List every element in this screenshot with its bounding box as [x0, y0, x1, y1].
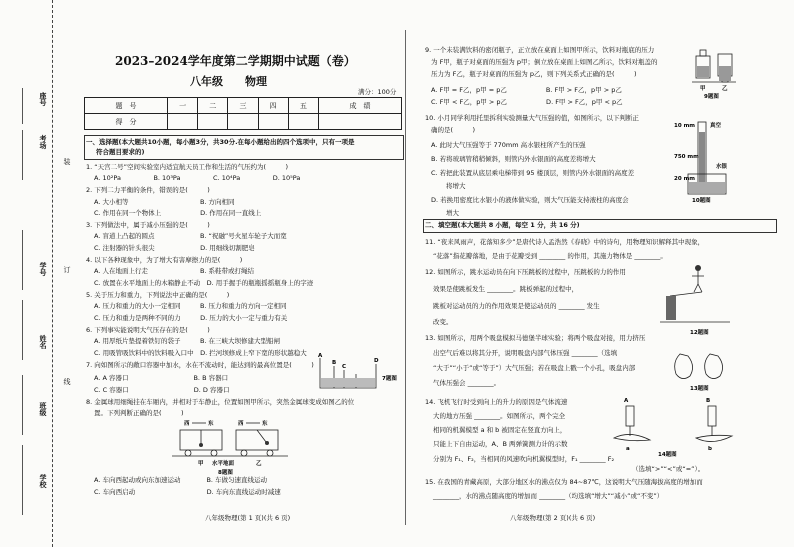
q6-options-ab: A. 用厚纸片垫提着铁钉的袋子 B. 在三峡大坝修建大型船闸: [94, 337, 281, 345]
q6-stem: 6. 下列事实能说明大气压存在的是( ): [86, 326, 210, 334]
q3-options-ab: A. 盲道上凸起的圆点 B. “祝融”号火星车轮子大而宽: [94, 232, 287, 240]
fig8-west-a: 西: [184, 421, 190, 427]
score-header-cell: 四: [258, 98, 288, 114]
fig9-liquid-a: [697, 66, 709, 77]
fig8-caption: 8题图: [218, 470, 233, 476]
fig8-label-jia: 甲: [198, 461, 204, 467]
q15-line1: 15. 在我国的青藏高原，大部分地区水的沸点仅为 84~87℃，这说明大气压随海拔高度的增加而: [425, 478, 703, 486]
q4-options-cd: C. 放置在水平地面上的木箱静止不动 D. 用手握手的瓶瓶摇摇瓶身上的字迹: [94, 279, 314, 287]
q10-option-b: B. 若将玻璃管稍稍倾斜，则管内外水银面的高度差将增大: [431, 155, 596, 163]
q9-stem-line3: 压力为 F乙，瓶子对桌面的压强为 p乙，则下列关系式正确的是( ): [431, 70, 637, 78]
fig10-label-mercury: 水银: [716, 164, 728, 170]
fig14-label-b: b: [708, 446, 712, 452]
q12-line2: 效果是使跳板发生 ________。跳板弹起的过程中，: [433, 285, 579, 293]
score-cell[interactable]: [288, 114, 318, 130]
score-header-cell: 一: [168, 98, 198, 114]
fig10-torricelli: [674, 118, 740, 204]
fig8-ball-a: [199, 443, 203, 447]
fig9-label-jia: 甲: [700, 86, 706, 92]
q10-option-d-line2: 增大: [446, 209, 459, 217]
cut-mark-ding: 订: [63, 266, 71, 273]
fig7-connected-vessels: [312, 350, 398, 398]
section2-heading: 二、填空题(本大题共 8 小题，每空 1 分，共 16 分): [425, 221, 580, 229]
binding-strip: [0, 0, 70, 547]
fig7-caption: 7题图: [382, 376, 397, 382]
q8-options-ab: A. 车向西起动或向东加速运动 B. 车做匀速直线运动: [94, 476, 268, 484]
q9-options-ab: A. F甲 = F乙，p甲 = p乙 B. F甲 > F乙，p甲 > p乙: [431, 86, 622, 94]
q2-options-cd: C. 作用在同一个物体上 D. 作用在同一直线上: [94, 209, 262, 217]
seat-number-label: 座号: [39, 92, 47, 106]
q7-options-ab: A. A 容器口 B. B 容器口: [94, 374, 229, 382]
cut-mark-xian: 线: [63, 378, 71, 385]
q13-line2: 出空气后难以将其分开，说明吸盘内部气体压强 ________（选填: [433, 349, 618, 357]
fig8-east-a: 东: [208, 421, 214, 427]
fig14-wing-models: [596, 394, 746, 458]
score-row-label: 得 分: [85, 114, 168, 130]
fig7-label-b: B: [332, 360, 337, 366]
q15-line2: ________，水的沸点随高度的增加而 ________（均选填“增大”“减小”或“不变”）: [433, 492, 664, 500]
name-line: [22, 300, 23, 360]
exam-room-line: [22, 130, 23, 180]
fig12-diver-head: [695, 265, 701, 271]
fig12-caption: 12题图: [690, 330, 709, 336]
q11-line1: 11. “夜来风雨声，花落知多少”是唐代诗人孟浩然《春晓》中的诗句，用物理知识解释其中现象，: [425, 238, 705, 246]
class-line: [22, 375, 23, 435]
fig14-spring-scale-a: [626, 406, 634, 426]
fig10-caption: 10题图: [692, 198, 711, 204]
q2-options-ab: A. 大小相等 B. 方向相同: [94, 198, 235, 206]
section1-heading-line2: 符合题目要求的): [96, 148, 145, 156]
exam-title: 2023–2024学年度第二学期期中试题（卷）: [115, 54, 356, 68]
score-table-points-row: [85, 114, 402, 130]
q4-options-ab: A. 人在地面上行走 B. 系鞋带或打绳结: [94, 267, 255, 275]
fig14-label-a-meter: A: [624, 398, 629, 404]
q12-line4: 改变。: [433, 318, 453, 326]
fig10-mercury-dish: [689, 182, 725, 193]
q3-stem: 3. 下列做法中，属于减小压强的是( ): [86, 221, 210, 229]
q14-line4: 只能上下自由运动，A、B 两弹簧测力计的示数: [433, 440, 568, 448]
q1-stem: 1. “天宫二号”空间实验室内适宜航天员工作和生活的气压约为( ): [86, 163, 289, 171]
fig8-carriages: [170, 418, 300, 476]
fig13-suction-cups: [666, 352, 736, 392]
cut-line: [52, 0, 53, 547]
q12-line3: 跳板对运动员的力的作用效果是使运动员的 ________ 发生: [433, 302, 600, 310]
seat-number-line: [22, 88, 23, 124]
fig7-water: [321, 378, 375, 387]
score-header-cell: 三: [228, 98, 258, 114]
fig8-ground: 水平地面: [212, 461, 235, 467]
score-cell[interactable]: [228, 114, 258, 130]
q14-line2: 大的地方压强 ________。如图所示，两个完全: [433, 412, 566, 420]
score-cell[interactable]: [258, 114, 288, 130]
q8-stem-line1: 8. 金属球用细绳挂在车厢内，并相对于车静止，位置如图甲所示，突然金属球变成如图乙的位: [86, 398, 355, 406]
fig13-cup-left: [675, 354, 693, 379]
q13-line4: 气体压强会 ________。: [433, 379, 501, 387]
q12-line1: 12. 如图所示，跳水运动员在向下压跳板的过程中，压跳板的力的作用: [425, 268, 626, 276]
q10-option-c-line2: 将增大: [446, 182, 466, 190]
fig13-cup-right: [705, 354, 723, 379]
q10-stem-line1: 10. 小月同学利用托里拆利实验测量大气压强的值，如图所示，以下判断正: [425, 114, 639, 122]
fig14-wing-a: [614, 434, 650, 440]
q8-stem-line2: 置。下列判断正确的是( ): [94, 409, 184, 417]
fig9-label-yi: 乙: [722, 86, 728, 92]
score-table: [84, 97, 402, 130]
exam-room-label: 考场: [39, 135, 47, 149]
student-id-line: [22, 230, 23, 290]
footer-right: 八年级物理(第 2 页)(共 6 页): [510, 514, 596, 522]
fig10-mercury-column: [699, 132, 705, 190]
q13-line1: 13. 如图所示，用两个吸盘模拟马德堡半球实验；将两个吸盘对接，用力挤压: [425, 334, 646, 342]
section1-heading-line1: 一、选择题(本大题共10小题，每小题3分，共30分.在每小题给出的四个选项中，只有一项是: [86, 138, 355, 146]
fig14-spring-scale-b: [708, 406, 716, 426]
cut-mark-zhuang: 装: [63, 158, 71, 165]
fig14-label-a: a: [626, 446, 630, 452]
score-header-cell: 题 号: [85, 98, 168, 114]
fig10-label-10mm: 10 mm: [674, 123, 696, 129]
page-divider: [405, 30, 406, 525]
fig14-wing-b: [696, 435, 732, 441]
q8-options-cd: C. 车向西启动 D. 车向东直线运动时减速: [94, 488, 281, 496]
score-header-cell: 五: [288, 98, 318, 114]
fig8-ball-b: [265, 441, 269, 445]
name-label: 姓名: [39, 335, 47, 349]
fig12-board: [670, 292, 702, 296]
score-cell[interactable]: [318, 114, 401, 130]
fig13-caption: 13题图: [690, 386, 709, 392]
q14-line1: 14. 飞机飞行时受到向上的升力的原因是气体流速: [425, 398, 568, 406]
q10-option-d-line1: D. 若换用密度比水银小的液体做实验，则大气压能支持液柱的高度会: [431, 196, 629, 204]
fig8-west-b: 西: [238, 421, 244, 427]
q2-stem: 2. 下列二力平衡的条件，错误的是( ): [86, 186, 210, 194]
fig7-label-c: C: [342, 364, 347, 370]
q1-options: A. 10²Pa B. 10³Pa C. 10⁴Pa D. 10⁵Pa: [94, 174, 301, 182]
q13-line3: “大于”“小于”或“等于”）大气压强；若在吸盘上戳一个小孔，吸盘内部: [433, 364, 636, 372]
fig9-caption: 9题图: [704, 94, 719, 100]
fig7-label-d: D: [374, 358, 379, 364]
q10-stem-line2: 确的是( ): [431, 126, 476, 134]
q5-stem: 5. 关于压力和重力，下列说法中正确的是( ): [86, 291, 230, 299]
full-score: 满分：100分: [358, 88, 397, 96]
q11-line2: “花落”指花瓣落地，是由于花瓣受到 ________ 的作用，其施力物体是 ________。: [433, 252, 667, 260]
q14-line6: （选填“>”“<”或“=”）。: [632, 465, 705, 473]
q10-option-a: A. 此时大气压强等于 770mm 高水银柱所产生的压强: [431, 141, 586, 149]
fig10-label-20mm: 20 mm: [674, 176, 696, 182]
fig10-label-vacuum: 真空: [710, 123, 722, 129]
q10-option-c-line1: C. 若把此装置从底层乘电梯带到 95 楼顶层，则管内外水银面的高度差: [431, 169, 635, 177]
q6-options-cd: C. 用吸管吸饮料中的饮料吸入口中 D. 拦河坝修成上窄下宽的形状越稳大: [94, 349, 307, 357]
score-cell[interactable]: [168, 114, 198, 130]
fig14-label-b-meter: B: [706, 398, 711, 404]
q4-stem: 4. 以下各种现象中，为了增大有害摩擦力的是( ): [86, 256, 243, 264]
score-header-cell: 二: [198, 98, 228, 114]
q14-line3: 相同的机翼模型 a 和 b 被固定在竖直方向上，: [433, 426, 567, 434]
footer-left: 八年级物理(第 1 页)(共 6 页): [205, 514, 291, 522]
score-table-header-row: [85, 98, 402, 114]
q9-options-cd: C. F甲 < F乙，p甲 > p乙 D. F甲 > F乙，p甲 < p乙: [431, 98, 623, 106]
score-cell[interactable]: [198, 114, 228, 130]
fig9-liquid-b: [719, 66, 731, 81]
q3-options-cd: C. 注射器的针头很尖 D. 用细线切割肥皂: [94, 244, 255, 252]
q14-line5: 分别为 F₁、F₂，当相同的风速吹向机翼模型时，F₁ ________ F₂: [433, 455, 615, 463]
score-header-cell: 成 绩: [318, 98, 401, 114]
fig8-label-yi: 乙: [256, 461, 262, 467]
fig12-diver: [660, 262, 740, 336]
fig9-bottles: [692, 40, 738, 100]
q9-stem-line1: 9. 一个未装满饮料的密闭瓶子，正立放在桌面上如图甲所示，饮料对瓶底的压力: [425, 46, 655, 54]
fig14-caption: 14题图: [658, 452, 677, 458]
q7-options-cd: C. C 容器口 D. D 容器口: [94, 386, 230, 394]
school-label: 学校: [39, 474, 47, 488]
fig12-board-support: [666, 296, 676, 320]
q7-stem: 7. 向如图所示的敞口容器中加水，水在不流动时，能达到的最高位置是( ): [86, 361, 314, 369]
fig7-label-a: A: [318, 353, 323, 359]
q5-options-ab: A. 压力和重力的大小一定相同 B. 压力和重力的方向一定相同: [94, 302, 287, 310]
school-line: [22, 445, 23, 515]
q9-stem-line2: 为 F甲，瓶子对桌面的压强为 p甲；倒立放在桌面上如图乙所示，饮料对瓶盖的: [431, 58, 658, 66]
q5-options-cd: C. 压力和重力是两种不同的力 D. 压力的大小一定与重力有关: [94, 314, 288, 322]
exam-subtitle: 八年级 物理: [190, 75, 267, 88]
class-label: 班级: [39, 402, 47, 416]
fig8-east-b: 东: [262, 421, 268, 427]
student-id-label: 学号: [39, 262, 47, 276]
fig10-label-750mm: 750 mm: [674, 154, 699, 160]
